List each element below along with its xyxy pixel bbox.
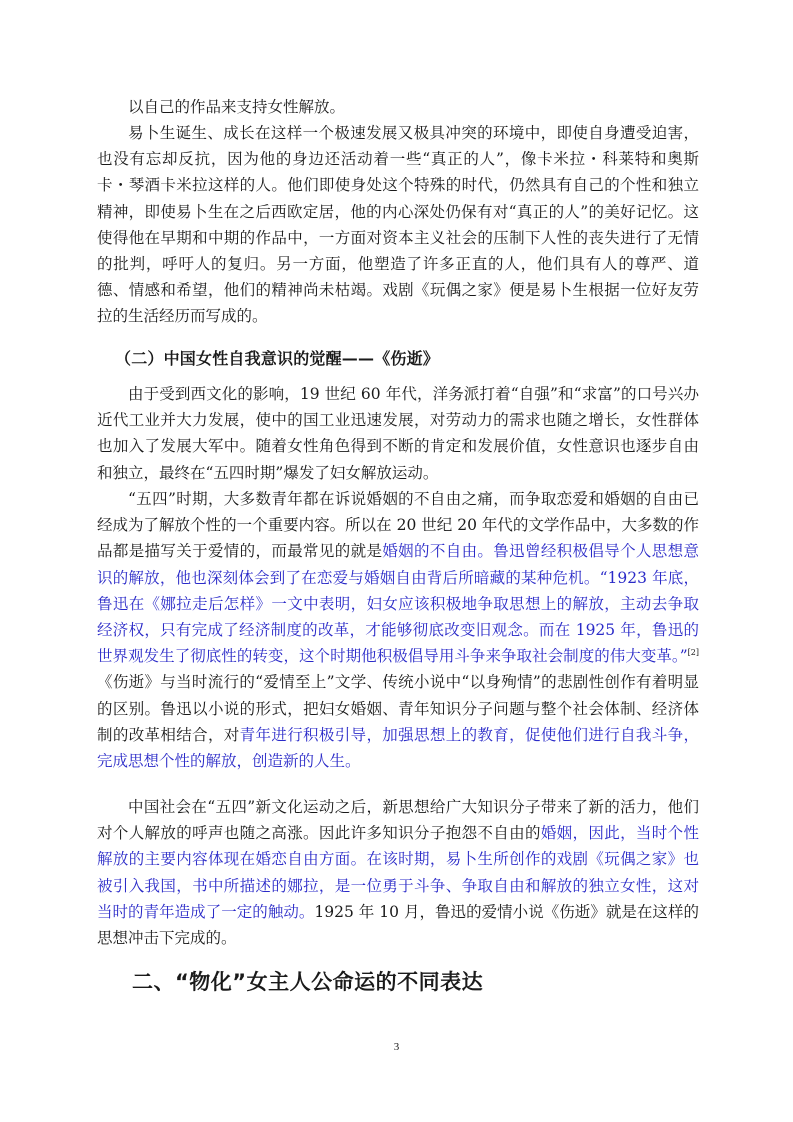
- subsection-heading-text: （二）中国女性自我意识的觉醒——: [115, 349, 375, 368]
- society-text-part-c: 1925 年 10 月，鲁迅的爱情小说《伤逝》就是在这样的思想冲击下完成的。: [97, 902, 699, 948]
- section-heading: 二、“物化”女主人公命运的不同表达: [132, 970, 484, 994]
- paragraph-ibsen-background: [97, 120, 699, 330]
- citation-marker: [2]: [687, 648, 699, 658]
- page-number: 3: [393, 1041, 400, 1053]
- paragraph-continuation: [97, 94, 699, 120]
- paragraph-western-influence: [97, 381, 699, 486]
- may4-highlighted-ending: 青年进行积极引导，加强思想上的教育，促使他们进行自我斗争，完成思想个性的解放，创造新的人生。: [97, 725, 699, 771]
- society-highlighted-text: 婚姻，因此，当时个性解放的主要内容体现在婚恋自由方面。在该时期，易卜生所创作的戏剧《玩偶之家》也被引入我国，书中所描述的娜拉，是一位勇于斗争、争取自由和解放的独立女性，这对当时的青年造成了一定的触动。: [97, 824, 699, 921]
- paragraph-continuation-text: 以自己的作品来支持女性解放。: [128, 98, 346, 116]
- paragraph-western-influence-text: 由于受到西文化的影响，19 世纪 60 年代，洋务派打着“自强”和“求富”的口号兴办近代工业并大力发展，使中的国工业迅速发展，对劳动力的需求也随之增长，女性群体也加入了发展大军中。随着女性角色得到不断的肯定和发展价值，女性意识也逐步自由和独立，最终在“五四时期”爆发了妇女解放运动。: [97, 385, 699, 482]
- paragraph-may-fourth-period: [97, 486, 699, 774]
- paragraph-ibsen-text: 易卜生诞生、成长在这样一个极速发展又极具冲突的环境中，即使自身遭受迫害，也没有忘却反抗，因为他的身边还活动着一些“真正的人”，像卡米拉・科莱特和奥斯卡・琴酒卡米拉这样的人。他们即使身处这个特殊的时代，仍然具有自己的个性和独立精神，即使易卜生在之后西欧定居，他的内心深处仍保有对“真正的人”的美好记忆。这使得他在早期和中期的作品中，一方面对资本主义社会的压制下人性的丧失进行了无情的批判，呼吁人的复归。另一方面，他塑造了许多正直的人，他们具有人的尊严、道德、情感和希望，他们的精神尚未枯竭。戏剧《玩偶之家》便是易卜生根据一位好友劳拉的生活经历而写成的。: [97, 124, 699, 326]
- may4-highlighted-quote: 婚姻的不自由。鲁迅曾经积极倡导个人思想意识的解放，他也深刻体会到了在恋爱与婚姻自由背后所暗藏的某种危机。“1923 年底，鲁迅在《娜拉走后怎样》一文中表明，妇女应该积极地争取思想上的解放，主动去争取经济权，只有完成了经济制度的改革，才能够彻底改变旧观念。而在 1925 年，鲁迅的世界观发生了彻底性的转变，这个时期他积极倡导用斗争来争取社会制度的伟大变革。”: [97, 542, 699, 666]
- subsection-heading: [115, 346, 439, 372]
- may4-text-part-a: “五四”时期，大多数青年都在诉说婚姻的不自由之痛，而争取恋爱和婚姻的自由已经成为了解放个性的一个重要内容。所以在 20 世纪 20 年代的文学作品中，大多数的作品都是描写关于爱情的，而最常见的就是: [97, 490, 699, 561]
- paragraph-chinese-society: [97, 794, 699, 951]
- may4-text-part-c: 《伤逝》与当时流行的“爱情至上”文学、传统小说中“以身殉情”的悲剧性创作有着明显的区别。鲁迅以小说的形式，把妇女婚姻、青年知识分子问题与整个社会体制、经济体制的改革相结合，对: [97, 673, 699, 744]
- subsection-heading-book-title: 《伤逝》: [374, 349, 440, 368]
- society-text-part-a: 中国社会在“五四”新文化运动之后，新思想给广大知识分子带来了新的活力，他们对个人解放的呼声也随之高涨。因此许多知识分子抱怨不自由的: [97, 798, 699, 843]
